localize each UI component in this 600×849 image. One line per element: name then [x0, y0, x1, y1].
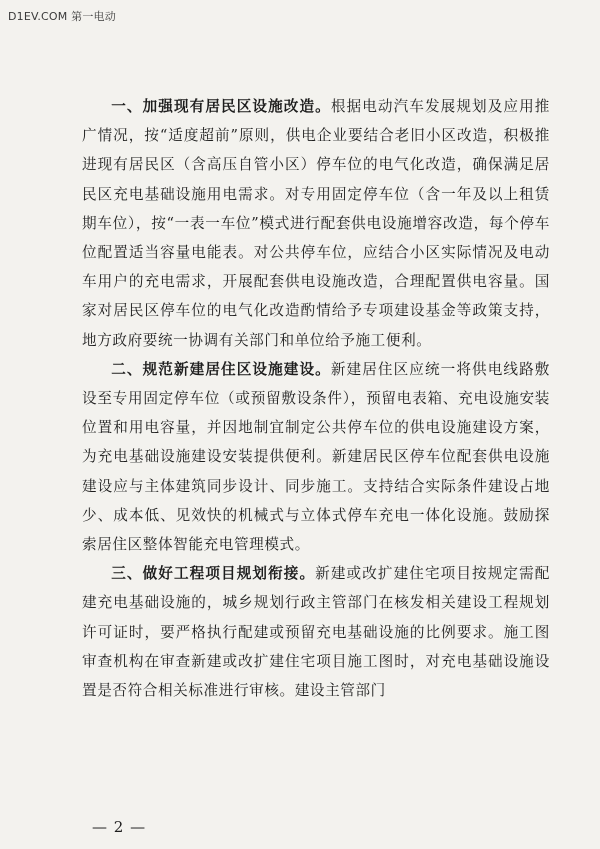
paragraph-3 — [82, 559, 550, 705]
paragraph-2 — [82, 355, 550, 559]
site-watermark: D1EV.COM 第一电动 — [8, 10, 116, 23]
paragraph-3-heading: 三、做好工程项目规划衔接。 — [111, 565, 316, 583]
paragraph-2-text: 新建居住区应统一将供电线路敷设至专用固定停车位（或预留敷设条件），预留电表箱、充电设施安装位置和用电容量，并因地制宜制定公共停车位的供电设施建设方案，为充电基础设施建设安装提供便利。新建居民区停车位配套供电设施建设应与主体建筑同步设计、同步施工。支持结合实际条件建设占地少、成本低、见效快的机械式与立体式停车充电一体化设施。鼓励探索居住区整体智能充电管理模式。 — [82, 360, 550, 554]
paragraph-1 — [82, 92, 550, 355]
page-number: — 2 — — [92, 818, 147, 836]
paragraph-2-heading: 二、规范新建居住区设施建设。 — [111, 360, 331, 378]
document-body — [82, 92, 550, 705]
paragraph-1-text: 根据电动汽车发展规划及应用推广情况，按“适度超前”原则，供电企业要结合老旧小区改造，积极推进现有居民区（含高压自管小区）停车位的电气化改造，确保满足居民区充电基础设施用电需求。对专用固定停车位（含一年及以上租赁期车位），按“一表一车位”模式进行配套供电设施增容改造，每个停车位配置适当容量电能表。对公共停车位，应结合小区实际情况及电动车用户的充电需求，开展配套供电设施改造，合理配置供电容量。国家对居民区停车位的电气化改造酌情给予专项建设基金等政策支持，地方政府要统一协调有关部门和单位给予施工便利。 — [82, 98, 550, 349]
paragraph-1-heading: 一、加强现有居民区设施改造。 — [111, 98, 331, 115]
paragraph-3-text: 新建或改扩建住宅项目按规定需配建充电基础设施的，城乡规划行政主管部门在核发相关建设工程规划许可证时，要严格执行配建或预留充电基础设施的比例要求。施工图审查机构在审查新建或改扩建住宅项目施工图时，对充电基础设施设置是否符合相关标准进行审核。建设主管部门 — [82, 565, 550, 700]
